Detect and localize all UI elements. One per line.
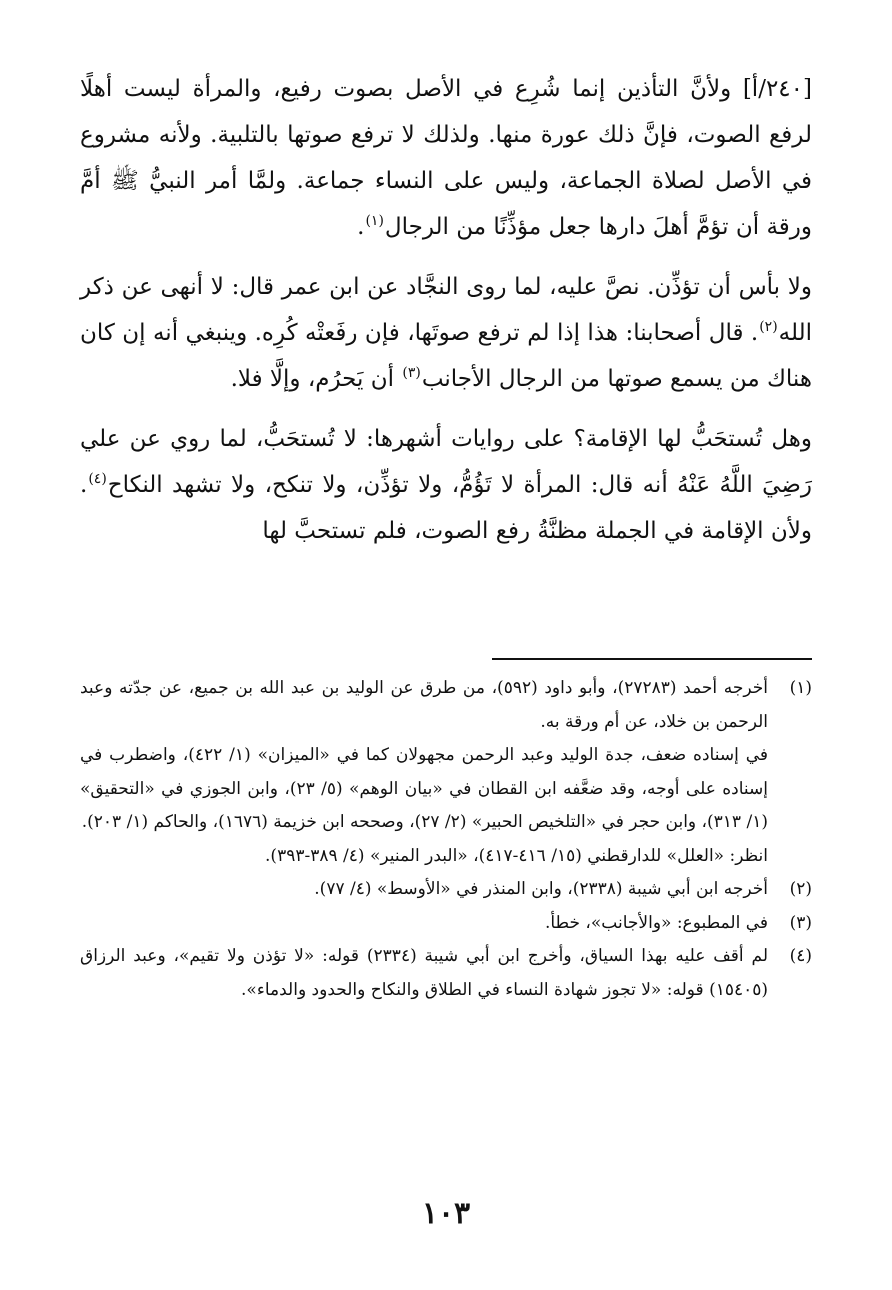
footnote-line: أخرجه ابن أبي شيبة (٢٣٣٨)، وابن المنذر في «الأوسط» (٤/ ٧٧).: [314, 879, 768, 899]
paragraph-text: . قال أصحابنا: هذا إذا لم ترفع صوتَها، فإن رفَعتْه كُرِه. وينبغي أنه إن كان هناك من يسمع صوتها من الرجال الأجانب: [80, 320, 812, 392]
footnote-body: [80, 873, 768, 907]
footnote-body: [80, 672, 768, 873]
footnote-line: أخرجه أحمد (٢٧٢٨٣)، وأبو داود (٥٩٢)، من طرق عن الوليد بن عبد الله بن جميع، عن جدّته وعبد الرحمن بن خلاد، عن أم ورقة به.: [80, 678, 768, 732]
footnote-1: [80, 672, 812, 873]
paragraph-1: [80, 66, 812, 250]
footnote-body: [80, 940, 768, 1007]
footnote-body: [80, 907, 768, 941]
page-number: ١٠٣: [421, 1196, 471, 1231]
paragraph-text: .: [357, 214, 365, 240]
footnote-number: (١): [789, 678, 812, 698]
footnote-line: انظر: «العلل» للدارقطني (١٥/ ٤١٦-٤١٧)، «البدر المنير» (٤/ ٣٨٩-٣٩٣).: [265, 845, 768, 866]
footnote-4: [80, 940, 812, 1007]
paragraph-3: [80, 416, 812, 554]
footnote-line: في المطبوع: «والأجانب»، خطأ.: [544, 912, 768, 933]
paragraph-text: وهل تُستحَبُّ لها الإقامة؟ على روايات أشهرها: لا تُستحَبُّ، لما روي عن علي رَضِيَ اللَّهُ عَنْهُ أنه قال: المرأة لا تَؤُمُّ، ولا تؤذِّن، ولا تنكح، ولا تشهد النكاح: [80, 426, 812, 498]
main-text: [80, 66, 812, 568]
footnote-2: [80, 873, 812, 907]
footnote-ref: (٣): [402, 365, 421, 382]
paragraph-text: [٢٤٠/أ] ولأنَّ التأذين إنما شُرِع في الأصل بصوت رفيع، والمرأة ليست أهلًا لرفع الصوت، فإنَّ ذلك عورة منها. ولذلك لا ترفع صوتها بالتلبية. ولأنه مشروع في الأصل لصلاة الجماعة، وليس على النساء جماعة. ولمَّا أمر النبيُّ ﷺ أمَّ ورقة أن تؤمَّ أهلَ دارها جعل مؤذِّنًا من الرجال: [80, 76, 812, 240]
paragraph-2: [80, 264, 812, 402]
paragraph-text: أن يَحرُم، وإلَّا فلا.: [230, 366, 402, 392]
footnote-ref: (٤): [88, 471, 107, 488]
footnote-3: [80, 907, 812, 941]
footnote-divider: [492, 658, 812, 660]
footnote-number: (٤): [789, 946, 812, 966]
footnote-ref: (١): [365, 213, 384, 230]
footnote-line: لم أقف عليه بهذا السياق، وأخرج ابن أبي شيبة (٢٣٣٤) قوله: «لا تؤذن ولا تقيم»، وعبد الرزاق (١٥٤٠٥) قوله: «لا تجوز شهادة النساء في الطلاق والنكاح والحدود والدماء».: [80, 946, 768, 1000]
paragraph-text: . ولأن الإقامة في الجملة مظنَّةُ رفع الصوت، فلم تستحبَّ لها: [80, 472, 812, 544]
footnote-number: (٢): [789, 879, 812, 899]
footnote-line: في إسناده ضعف، جدة الوليد وعبد الرحمن مجهولان كما في «الميزان» (١/ ٤٢٢)، واضطرب في إسناده على أوجه، وقد ضعَّفه ابن القطان في «بيان الوهم» (٥/ ٢٣)، وابن الجوزي في «التحقيق» (١/ ٣١٣)، وابن حجر في «التلخيص الحبير» (٢/ ٢٧)، وصححه ابن خزيمة (١٦٧٦)، والحاكم (١/ ٢٠٣).: [80, 745, 768, 832]
footnote-number: (٣): [789, 912, 812, 933]
footnotes-section: [80, 672, 812, 1007]
footnote-ref: (٢): [759, 319, 778, 336]
paragraph-text: ولا بأس أن تؤذِّن. نصَّ عليه، لما روى النجَّاد عن ابن عمر قال: لا أنهى عن ذكر الله: [80, 274, 812, 346]
